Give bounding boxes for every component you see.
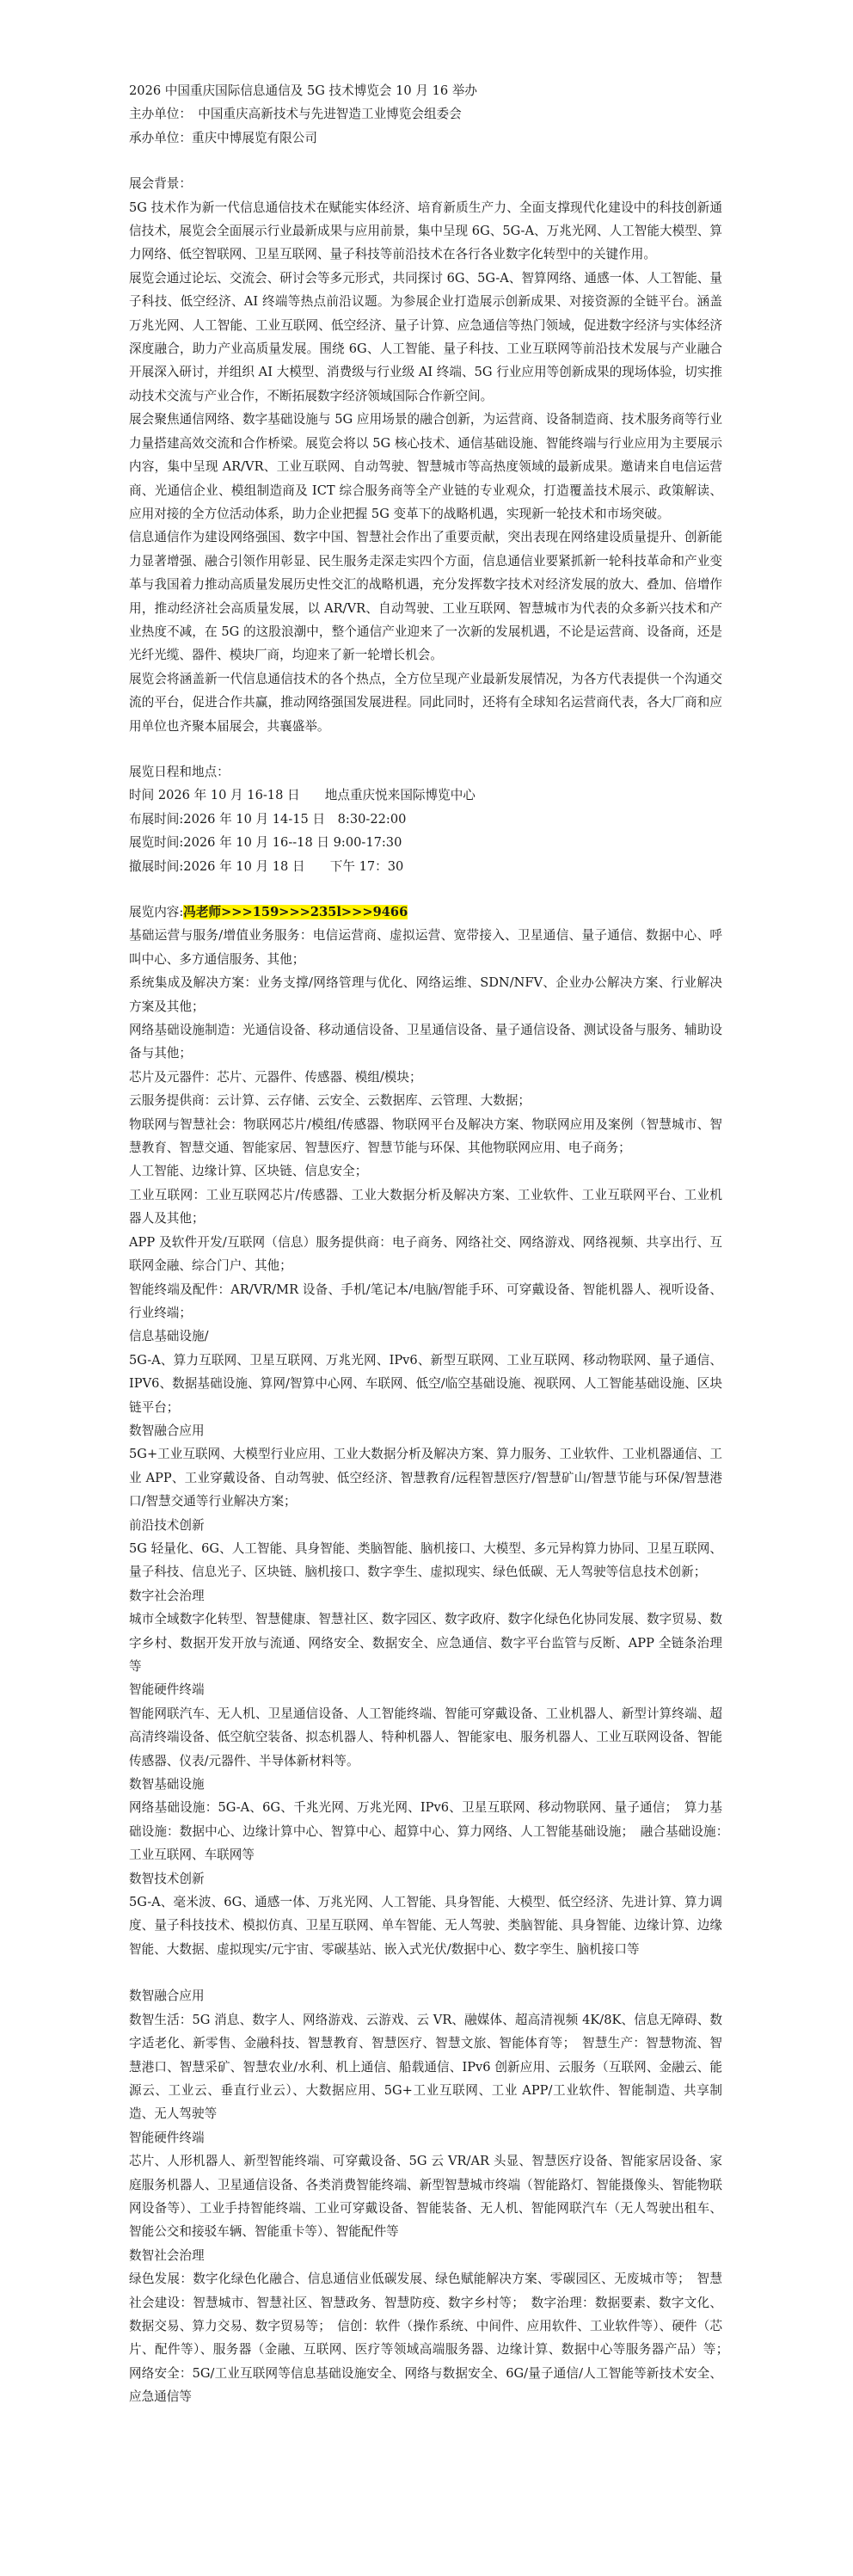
content-line: 数字社会治理 [129,1588,205,1603]
doc-title: 2026 中国重庆国际信息通信及 5G 技术博览会 10 月 16 举办 [129,83,477,98]
content-line: 智能硬件终端 [129,1682,205,1698]
schedule-heading: 展览日程和地点： [129,764,230,779]
document-body [129,79,735,2409]
content-line: 智能终端及配件：AR/VR/MR 设备、手机/笔记本/电脑/智能手环、可穿戴设备、智能机器人、视听设备、行业终端； [129,1282,722,1320]
content-line: 芯片、人形机器人、新型智能终端、可穿戴设备、5G 云 VR/AR 头显、智慧医疗设备、智能家居设备、家庭服务机器人、卫星通信设备、各类消费智能终端、新型智慧城市终端（智能路灯、智能摄像头、智能物联网设备等）、工业手持智能终端、工业可穿戴设备、智能装备、无人机、智能网联汽车（无人驾驶出租车、智能公交和接驳车辆、智能重卡等）、智能配件等 [129,2154,722,2240]
content-line: 绿色发展：数字化绿色化融合、信息通信业低碳发展、绿色赋能解决方案、零碳园区、无废城市等； 智慧社会建设：智慧城市、智慧社区、智慧政务、智慧防疫、数字乡村等； 数字治理：数据要素、数字文化、数据交易、算力交易、数字贸易等； 信创：软件（操作系统、中间件、应用软件、工业软件等）、硬件（芯片、配件等）、服务器（金融、互联网、医疗等领域高端服务器、边缘计算、数据中心等服务器产品）等； 网络安全：5G/工业互联网等信息基础设施安全、网络与数据安全、6G/量子通信/人工智能等新技术安全、应急通信等 [129,2272,735,2405]
content-heading [129,901,722,924]
content-line: 数智融合应用 [129,1423,205,1438]
organizer-line: 主办单位： 中国重庆高新技术与先进智造工业博览会组委会 [129,107,462,122]
background-paragraph: 展会聚焦通信网络、数字基础设施与 5G 应用场景的融合创新，为运营商、设备制造商、技术服务商等行业力量搭建高效交流和合作桥梁。展览会将以 5G 核心技术、通信基础设施、智能终端与行业应用为主要展示内容，集中呈现 AR/VR、工业互联网、自动驾驶、智慧城市等高热度领域的最新成果。邀请来自电信运营商、光通信企业、模组制造商及 ICT 综合服务商等全产业链的专业观众，打造覆盖技术展示、政策解读、应用对接的全方位活动体系，助力企业把握 5G 变革下的战略机遇，实现新一轮技术和市场突破。 [129,412,722,521]
background-paragraph: 5G 技术作为新一代信息通信技术在赋能实体经济、培育新质生产力、全面支撑现代化建设中的科技创新通信技术，展览会全面展示行业最新成果与应用前景，集中呈现 6G、5G-A、万兆光网、人工智能大模型、算力网络、低空智联网、卫星互联网、量子科技等前沿技术在各行各业数字化转型中的关键作用。 [129,200,722,262]
content-line: 智能硬件终端 [129,2130,205,2145]
background-paragraph: 展览会将涵盖新一代信息通信技术的各个热点，全方位呈现产业最新发展情况，为各方代表提供一个沟通交流的平台，促进合作共赢，推动网络强国发展进程。同此同时，还将有全球知名运营商代表，各大厂商和应用单位也齐聚本届展会，共襄盛举。 [129,671,722,734]
spacer [129,878,722,901]
schedule-line: 布展时间:2026 年 10 月 14-15 日 8:30-22:00 [129,811,407,827]
content-line: 基础运营与服务/增值业务服务：电信运营商、虚拟运营、宽带接入、卫星通信、量子通信、数据中心、呼叫中心、多方通信服务、其他； [129,928,722,967]
contact-highlight: 冯老师>>>159>>>235l>>>9466 [183,905,408,919]
content-line: 5G-A、毫米波、6G、通感一体、万兆光网、人工智能、具身智能、大模型、低空经济、先进计算、算力调度、量子科技技术、模拟仿真、卫星互联网、单车智能、无人驾驶、类脑智能、具身智能、边缘计算、边缘智能、大数据、虚拟现实/元宇宙、零碳基站、嵌入式光伏/数据中心、数字孪生、脑机接口等 [129,1895,722,1957]
background-section [129,196,722,738]
schedule-line: 展览时间:2026 年 10 月 16--18 日 9:00-17:30 [129,835,402,851]
content-line: 云服务提供商：云计算、云存储、云安全、云数据库、云管理、大数据； [129,1093,531,1109]
background-paragraph: 信息通信作为建设网络强国、数字中国、智慧社会作出了重要贡献，突出表现在网络建设质量提升、创新能力显著增强、融合引领作用彰显、民生服务走深走实四个方面，信息通信业要紧抓新一轮科技革命和产业变革与我国着力推动高质量发展历史性交汇的战略机遇，充分发挥数字技术对经济发展的放大、叠加、倍增作用，推动经济社会高质量发展，以 AR/VR、自动驾驶、工业互联网、智慧城市为代表的众多新兴技术和产业热度不减，在 5G 的这股浪潮中，整个通信产业迎来了一次新的发展机遇，不论是运营商、设备商，还是光纤光缆、器件、模块厂商，均迎来了新一轮增长机会。 [129,530,722,663]
content-line: 数智基础设施 [129,1777,205,1792]
spacer [129,150,722,172]
content-heading-label: 展览内容: [129,905,184,919]
content-line: 芯片及元器件：芯片、元器件、传感器、模组/模块； [129,1069,422,1085]
content-line: 5G+工业互联网、大模型行业应用、工业大数据分析及解决方案、算力服务、工业软件、工业机器通信、工业 APP、工业穿戴设备、自动驾驶、低空经济、智慧教育/远程智慧医疗/智慧矿山/智慧节能与环保/智慧港口/智慧交通等行业解决方案； [129,1447,722,1509]
content-line: 数智技术创新 [129,1871,205,1886]
schedule-section [129,784,722,878]
content-line: 人工智能、边缘计算、区块链、信息安全； [129,1164,368,1179]
background-heading: 展会背景： [129,176,192,192]
schedule-line: 时间 2026 年 10 月 16-18 日 地点重庆悦来国际博览中心 [129,788,476,803]
content-line: APP 及软件开发/互联网（信息）服务提供商：电子商务、网络社交、网络游戏、网络视频、共享出行、互联网金融、综合门户、其他； [129,1234,722,1274]
schedule-line: 撤展时间:2026 年 10 月 18 日 下午 17：30 [129,858,404,874]
content-line: 物联网与智慧社会：物联网芯片/模组/传感器、物联网平台及解决方案、物联网应用及案例（智慧城市、智慧教育、智慧交通、智能家居、智慧医疗、智慧节能与环保、其他物联网应用、电子商务； [129,1116,722,1156]
content-line: 城市全域数字化转型、智慧健康、智慧社区、数字园区、数字政府、数字化绿色化协同发展、数字贸易、数字乡村、数据开发开放与流通、网络安全、数据安全、应急通信、数字平台监管与反断、APP 全链条治理等 [129,1612,722,1674]
content-line [129,1961,722,1984]
content-line: 前沿技术创新 [129,1517,205,1533]
content-line: 数智生活：5G 消息、数字人、网络游戏、云游戏、云 VR、融媒体、超高清视频 4K/8K、信息无障碍、数字适老化、新零售、金融科技、智慧教育、智慧医疗、智慧文旅、智能体育等； 智慧生产：智慧物流、智慧港口、智慧采矿、智慧农业/水利、机上通信、船载通信、IPv6 创新应用、云服务（互联网、金融云、能源云、工业云、垂直行业云）、大数据应用、5G+工业互联网、工业 APP/工业软件、智能制造、共享制造、无人驾驶等 [129,2012,722,2122]
undertaker-line: 承办单位：重庆中博展览有限公司 [129,130,317,145]
content-line: 数智融合应用 [129,1989,205,2004]
content-line: 5G 轻量化、6G、人工智能、具身智能、类脑智能、脑机接口、大模型、多元异构算力协同、卫星互联网、量子科技、信息光子、区块链、脑机接口、数字孪生、虚拟现实、绿色低碳、无人驾驶等信息技术创新； [129,1540,722,1580]
content-line: 智能网联汽车、无人机、卫星通信设备、人工智能终端、智能可穿戴设备、工业机器人、新型计算终端、超高清终端设备、低空航空装备、拟态机器人、特种机器人、智能家电、服务机器人、工业互联网设备、智能传感器、仪表/元器件、半导体新材料等。 [129,1706,722,1768]
content-line: 系统集成及解决方案：业务支撑/网络管理与优化、网络运维、SDN/NFV、企业办公解决方案、行业解决方案及其他； [129,975,722,1014]
content-section [129,924,735,2408]
spacer [129,738,722,760]
content-line: 数智社会治理 [129,2247,205,2263]
content-line: 5G-A、算力互联网、卫星互联网、万兆光网、IPv6、新型互联网、工业互联网、移动物联网、量子通信、IPV6、数据基础设施、算网/智算中心网、车联网、低空/临空基础设施、视联网、人工智能基础设施、区块链平台； [129,1352,722,1415]
background-paragraph: 展览会通过论坛、交流会、研讨会等多元形式，共同探讨 6G、5G-A、智算网络、通感一体、人工智能、量子科技、低空经济、AI 终端等热点前沿议题。为参展企业打造展示创新成果、对接资源的全链平台。涵盖万兆光网、人工智能、工业互联网、低空经济、量子计算、应急通信等热门领域，促进数字经济与实体经济深度融合，助力产业高质量发展。围绕 6G、人工智能、量子科技、工业互联网等前沿技术发展与产业融合开展深入研讨，并组织 AI 大模型、消费级与行业级 AI 终端、5G 行业应用等创新成果的现场体验，切实推动技术交流与产业合作，不断拓展数字经济领域国际合作新空间。 [129,270,722,403]
content-line: 信息基础设施/ [129,1329,209,1344]
content-line: 网络基础设施：5G-A、6G、千兆光网、万兆光网、IPv6、卫星互联网、移动物联网、量子通信； 算力基础设施：数据中心、边缘计算中心、智算中心、超算中心、算力网络、人工智能基础设施； 融合基础设施： 工业互联网、车联网等 [129,1800,735,1863]
content-line: 工业互联网：工业互联网芯片/传感器、工业大数据分析及解决方案、工业软件、工业互联网平台、工业机器人及其他； [129,1187,722,1227]
content-line: 网络基础设施制造：光通信设备、移动通信设备、卫星通信设备、量子通信设备、测试设备与服务、辅助设备与其他； [129,1023,722,1061]
